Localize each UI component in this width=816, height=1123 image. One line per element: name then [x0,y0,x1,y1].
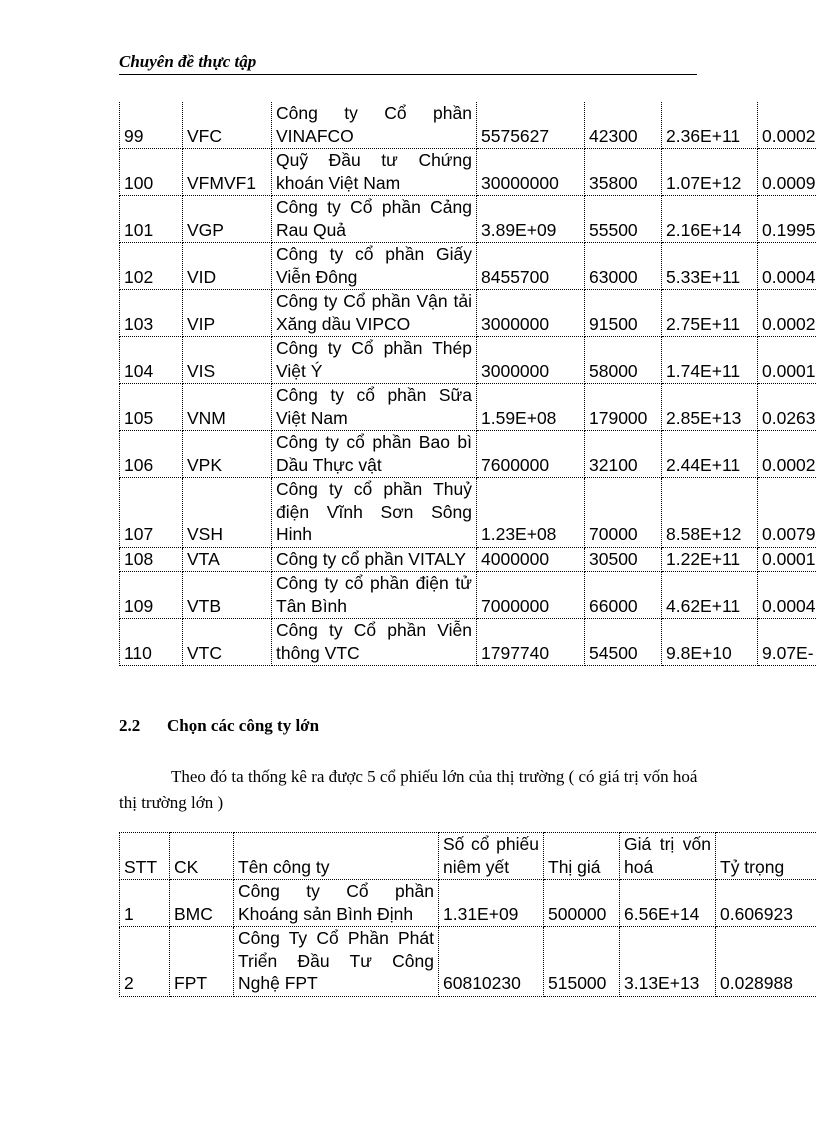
cell-shares: 1.23E+08 [477,478,585,548]
cell-market-cap: 1.22E+11 [662,547,758,572]
cell-ck: VTC [183,619,272,666]
cell-market-cap: 5.33E+11 [662,243,758,290]
cell-company-name: Công ty cổ phần VITALY [272,547,477,572]
cell-weight: 0.0004 [758,243,816,290]
section-number: 2.2 [119,716,141,735]
cell-shares: 7000000 [477,572,585,619]
cell-ck: VIS [183,337,272,384]
cell-ck: FPT [170,927,234,997]
cell-company-name: Công ty Cổ phần Khoáng sản Bình Định [234,880,439,927]
cell-shares: 3000000 [477,290,585,337]
cell-market-cap: 1.07E+12 [662,149,758,196]
cell-price: 32100 [585,431,662,478]
cell-ck: VTB [183,572,272,619]
cell-market-cap: 6.56E+14 [620,880,716,927]
table-row [120,102,816,149]
table-row [120,478,816,548]
cell-shares: 60810230 [439,927,544,997]
cell-shares: 3.89E+09 [477,196,585,243]
header-market-cap: Giá trị vốn hoá [620,833,716,880]
header-price: Thị giá [544,833,620,880]
cell-ck: VFMVF1 [183,149,272,196]
cell-company-name: Công ty cổ phần Thuỷ điện Vĩnh Sơn Sông Hinh [272,478,477,548]
intro-paragraph [119,764,699,816]
header-weight: Tỷ trọng [716,833,816,880]
cell-company-name: Công ty Cổ phần Thép Việt Ý [272,337,477,384]
cell-market-cap: 8.58E+12 [662,478,758,548]
cell-market-cap: 2.85E+13 [662,384,758,431]
table-header-row [120,833,816,880]
table-row [120,880,816,927]
cell-price: 500000 [544,880,620,927]
cell-ck: BMC [170,880,234,927]
cell-market-cap: 1.74E+11 [662,337,758,384]
cell-price: 42300 [585,102,662,149]
cell-company-name: Công ty Cổ phần Viễn thông VTC [272,619,477,666]
cell-weight: 0.028988 [716,927,816,997]
cell-shares: 3000000 [477,337,585,384]
cell-company-name: Công Ty Cổ Phần Phát Triển Đầu Tư Công Nghệ FPT [234,927,439,997]
cell-shares: 30000000 [477,149,585,196]
cell-market-cap: 2.44E+11 [662,431,758,478]
cell-price: 55500 [585,196,662,243]
cell-company-name: Công ty cổ phần điện tử Tân Bình [272,572,477,619]
cell-company-name: Công ty cổ phần Giấy Viễn Đông [272,243,477,290]
cell-ck: VGP [183,196,272,243]
cell-weight: 9.07E- [758,619,816,666]
table-row [120,431,816,478]
table-row [120,547,816,572]
cell-price: 70000 [585,478,662,548]
cell-shares: 4000000 [477,547,585,572]
cell-stt: 108 [120,547,183,572]
cell-market-cap: 3.13E+13 [620,927,716,997]
cell-price: 66000 [585,572,662,619]
cell-market-cap: 4.62E+11 [662,572,758,619]
cell-company-name: Công ty Cổ phần Vận tải Xăng dầu VIPCO [272,290,477,337]
top-stocks-table [119,832,816,997]
cell-company-name: Công ty Cổ phần Cảng Rau Quả [272,196,477,243]
cell-price: 54500 [585,619,662,666]
cell-market-cap: 2.75E+11 [662,290,758,337]
cell-stt: 106 [120,431,183,478]
page-header-title: Chuyên đề thực tập [119,52,257,71]
cell-stt: 109 [120,572,183,619]
cell-ck: VPK [183,431,272,478]
cell-price: 515000 [544,927,620,997]
intro-paragraph-text: Theo đó ta thống kê ra được 5 cổ phiếu lớn của thị trường ( có giá trị vốn hoá thị trường lớn ) [119,767,698,812]
header-company-name: Tên công ty [234,833,439,880]
cell-shares: 1.31E+09 [439,880,544,927]
cell-stt: 107 [120,478,183,548]
cell-ck: VFC [183,102,272,149]
table-row [120,572,816,619]
cell-ck: VIP [183,290,272,337]
cell-market-cap: 2.36E+11 [662,102,758,149]
cell-stt: 100 [120,149,183,196]
cell-stt: 110 [120,619,183,666]
table-row [120,927,816,997]
cell-stt: 105 [120,384,183,431]
cell-weight: 0.0002 [758,290,816,337]
cell-shares: 7600000 [477,431,585,478]
table-row [120,384,816,431]
cell-company-name: Công ty cổ phần Sữa Việt Nam [272,384,477,431]
cell-weight: 0.0263 [758,384,816,431]
cell-weight: 0.606923 [716,880,816,927]
section-title: Chọn các công ty lớn [167,716,320,735]
cell-weight: 0.0079 [758,478,816,548]
cell-ck: VNM [183,384,272,431]
cell-ck: VID [183,243,272,290]
cell-company-name: Công ty cổ phần Bao bì Dầu Thực vật [272,431,477,478]
cell-stt: 104 [120,337,183,384]
cell-market-cap: 2.16E+14 [662,196,758,243]
cell-price: 30500 [585,547,662,572]
header-ck: CK [170,833,234,880]
cell-company-name: Công ty Cổ phần VINAFCO [272,102,477,149]
table-row [120,619,816,666]
cell-weight: 0.0002 [758,431,816,478]
cell-stt: 1 [120,880,170,927]
cell-ck: VTA [183,547,272,572]
cell-weight: 0.0009 [758,149,816,196]
header-stt: STT [120,833,170,880]
cell-stt: 2 [120,927,170,997]
cell-company-name: Quỹ Đầu tư Chứng khoán Việt Nam [272,149,477,196]
cell-price: 63000 [585,243,662,290]
cell-shares: 5575627 [477,102,585,149]
table-row [120,337,816,384]
table-row [120,290,816,337]
cell-weight: 0.0004 [758,572,816,619]
cell-price: 35800 [585,149,662,196]
cell-stt: 99 [120,102,183,149]
header-shares: Số cổ phiếu niêm yết [439,833,544,880]
header-rule [119,74,697,75]
cell-price: 58000 [585,337,662,384]
cell-weight: 0.0002 [758,102,816,149]
table-row [120,149,816,196]
table-row [120,243,816,290]
cell-ck: VSH [183,478,272,548]
cell-shares: 1.59E+08 [477,384,585,431]
stock-table-continued [119,102,816,666]
cell-market-cap: 9.8E+10 [662,619,758,666]
section-heading [119,716,319,736]
cell-weight: 0.1995 [758,196,816,243]
cell-price: 179000 [585,384,662,431]
cell-stt: 102 [120,243,183,290]
cell-shares: 8455700 [477,243,585,290]
cell-weight: 0.0001 [758,547,816,572]
cell-price: 91500 [585,290,662,337]
cell-stt: 101 [120,196,183,243]
table-row [120,196,816,243]
cell-weight: 0.0001 [758,337,816,384]
cell-stt: 103 [120,290,183,337]
cell-shares: 1797740 [477,619,585,666]
